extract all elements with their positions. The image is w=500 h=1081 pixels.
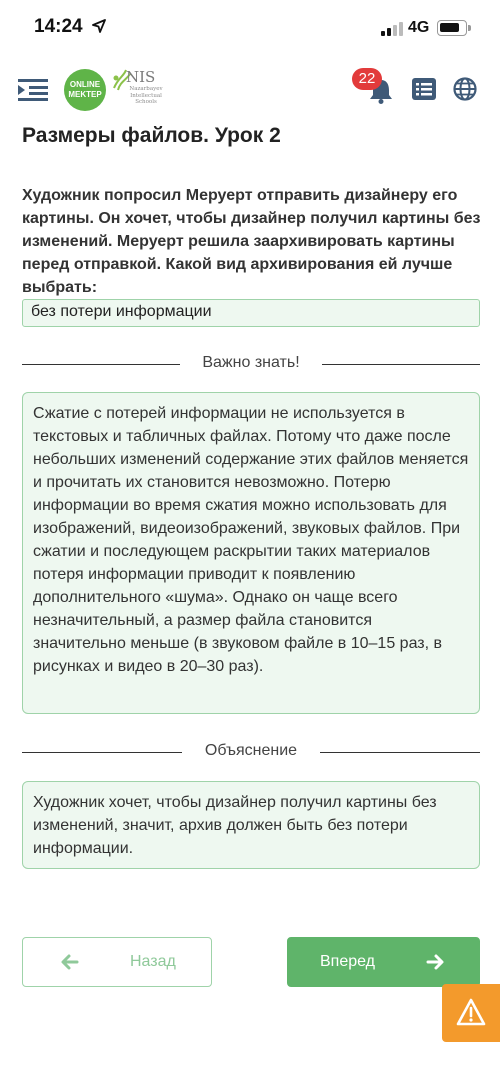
next-button[interactable] [287,937,480,987]
status-time: 14:24 [34,16,83,37]
important-text: Сжатие с потерей информации не используется в текстовых и табличных файлах. Потому что даже после небольших изменений содержание этих файлов меняется и прочитать их становится невозможно. Потерю информации во время сжатия можно использовать для изображений, видеоизображений, звуковых файлов. При сжатии и последующем раскрытии таких материалов потеря информации приводит к появлению дополнительного «шума». Однако он чаще всего незначительный, а размер файла становится значительно меньше (в звуковом файле в 10–15 раз, в рисунках и видео в 20–30 раз). [33,405,469,675]
list-icon[interactable] [412,78,436,100]
top-navigation [0,62,500,116]
page-title: Размеры файлов. Урок 2 [22,124,281,147]
battery-icon [437,20,467,36]
important-info-box [22,392,480,714]
warning-icon [456,998,486,1026]
arrow-left-icon [59,953,79,971]
network-type: 4G [408,19,430,36]
arrow-right-icon [426,953,446,971]
next-button-label: Вперед [320,953,376,970]
status-bar [0,0,500,58]
nis-title: NIS [126,68,156,86]
signal-icon [381,22,403,36]
online-mektep-logo[interactable]: ONLINE MEKTEP [64,69,106,111]
globe-icon[interactable] [453,77,477,101]
location-arrow-icon [92,19,106,33]
selected-answer: без потери информации [22,299,480,327]
explanation-text: Художник хочет, чтобы дизайнер получил картины без изменений, значит, архив должен быть без потери информации. [33,794,437,857]
nis-subtitle: Nazarbayev Intellectual Schools [129,86,163,105]
explanation-box [22,781,480,869]
important-divider [22,354,480,374]
back-button[interactable] [22,937,212,987]
important-heading: Важно знать! [202,354,300,371]
notification-count-badge[interactable]: 22 [352,68,382,90]
question-text: Художник попросил Меруерт отправить дизайнеру его картины. Он хочет, чтобы дизайнер получил картины без изменений. Меруерт решила заархивировать картины перед отправкой. Какой вид архивирования ей лучше выбрать: [22,187,481,296]
report-problem-button[interactable] [442,984,500,1042]
explanation-heading: Объяснение [204,742,298,759]
back-button-label: Назад [130,953,176,970]
menu-collapse-icon[interactable] [18,78,48,102]
explanation-divider [22,742,480,762]
